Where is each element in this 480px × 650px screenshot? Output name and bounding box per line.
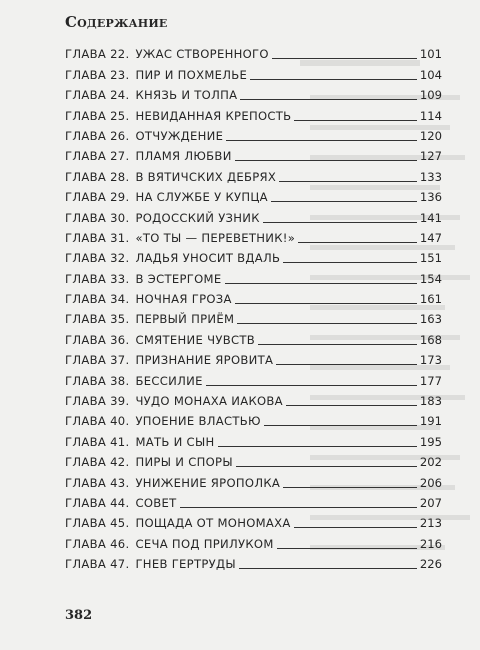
chapter-number: ГЛАВА 40. <box>65 414 130 429</box>
chapter-title: ПОЩАДА ОТ МОНОМАХА <box>135 516 291 531</box>
leader-line <box>277 548 417 549</box>
chapter-number: ГЛАВА 37. <box>65 353 130 368</box>
chapter-number: ГЛАВА 28. <box>65 169 130 184</box>
page-number: 206 <box>419 475 442 490</box>
chapter-title: ГНЕВ ГЕРТРУДЫ <box>135 557 236 572</box>
leader-line <box>236 466 417 467</box>
chapter-number: ГЛАВА 34. <box>65 292 130 307</box>
chapter-number: ГЛАВА 39. <box>65 394 130 409</box>
chapter-title: КНЯЗЬ И ТОЛПА <box>135 88 238 103</box>
leader-line <box>294 120 416 121</box>
page-number: 202 <box>419 455 442 470</box>
table-of-contents <box>65 42 442 572</box>
chapter-number: ГЛАВА 31. <box>65 230 130 245</box>
leader-line <box>239 568 417 569</box>
chapter-title: ОТЧУЖДЕНИЕ <box>135 128 224 143</box>
chapter-number: ГЛАВА 42. <box>65 455 130 470</box>
chapter-title: СЕЧА ПОД ПРИЛУКОМ <box>135 536 274 551</box>
page-number: 191 <box>419 414 442 429</box>
chapter-number: ГЛАВА 46. <box>65 536 130 551</box>
page-number: 195 <box>419 434 442 449</box>
chapter-title: НЕВИДАННАЯ КРЕПОСТЬ <box>135 108 292 123</box>
toc-entry <box>65 62 442 82</box>
toc-entry <box>65 491 442 511</box>
chapter-number: ГЛАВА 41. <box>65 434 130 449</box>
leader-line <box>235 160 417 161</box>
toc-entry <box>65 205 442 225</box>
chapter-number: ГЛАВА 45. <box>65 516 130 531</box>
chapter-title: ПРИЗНАНИЕ ЯРОВИТА <box>135 353 274 368</box>
chapter-number: ГЛАВА 24. <box>65 88 130 103</box>
chapter-number: ГЛАВА 22. <box>65 47 130 62</box>
page-number: 133 <box>419 169 442 184</box>
chapter-title: ПИРЫ И СПОРЫ <box>135 455 233 470</box>
leader-line <box>235 303 417 304</box>
leader-line <box>276 364 417 365</box>
page-number: 177 <box>419 373 442 388</box>
page-number: 154 <box>419 271 442 286</box>
toc-entry <box>65 103 442 123</box>
chapter-number: ГЛАВА 47. <box>65 557 130 572</box>
toc-entry <box>65 226 442 246</box>
toc-entry <box>65 450 442 470</box>
chapter-title: В ЭСТЕРГОМЕ <box>135 271 222 286</box>
page-number: 136 <box>419 190 442 205</box>
chapter-number: ГЛАВА 26. <box>65 128 130 143</box>
chapter-title: ЧУДО МОНАХА ИАКОВА <box>135 394 283 409</box>
chapter-title: СОВЕТ <box>135 495 177 510</box>
folio-page-number: 382 <box>65 608 93 623</box>
toc-entry <box>65 307 442 327</box>
leader-line <box>258 344 417 345</box>
leader-line <box>206 385 417 386</box>
leader-line <box>272 58 417 59</box>
leader-line <box>286 405 417 406</box>
page-number: 216 <box>419 536 442 551</box>
page-number: 109 <box>419 88 442 103</box>
chapter-title: ПЛАМЯ ЛЮБВИ <box>135 149 232 164</box>
chapter-title: УЖАС СТВОРЕННОГО <box>135 47 269 62</box>
toc-entry <box>65 287 442 307</box>
chapter-title: ЛАДЬЯ УНОСИТ ВДАЛЬ <box>135 251 281 266</box>
leader-line <box>263 222 417 223</box>
toc-entry <box>65 368 442 388</box>
page-number: 161 <box>419 292 442 307</box>
leader-line <box>218 446 417 447</box>
chapter-title: СМЯТЕНИЕ ЧУВСТВ <box>135 332 255 347</box>
page-number: 226 <box>419 557 442 572</box>
page-number: 151 <box>419 251 442 266</box>
chapter-title: УНИЖЕНИЕ ЯРОПОЛКА <box>135 475 281 490</box>
chapter-title: ПЕРВЫЙ ПРИЁМ <box>135 312 235 327</box>
leader-line <box>226 140 417 141</box>
page-number: 104 <box>419 67 442 82</box>
leader-line <box>283 487 417 488</box>
toc-entry <box>65 266 442 286</box>
chapter-number: ГЛАВА 23. <box>65 67 130 82</box>
chapter-number: ГЛАВА 32. <box>65 251 130 266</box>
leader-line <box>298 242 417 243</box>
chapter-title: ПИР И ПОХМЕЛЬЕ <box>135 67 248 82</box>
leader-line <box>240 99 417 100</box>
page-number: 114 <box>419 108 442 123</box>
toc-entry <box>65 164 442 184</box>
page-number: 141 <box>419 210 442 225</box>
chapter-number: ГЛАВА 30. <box>65 210 130 225</box>
toc-entry <box>65 429 442 449</box>
toc-entry <box>65 327 442 347</box>
chapter-number: ГЛАВА 36. <box>65 332 130 347</box>
page-title: Содержание <box>65 13 168 31</box>
toc-entry <box>65 185 442 205</box>
chapter-title: «ТО ТЫ — ПЕРЕВЕТНИК!» <box>135 230 296 245</box>
chapter-number: ГЛАВА 38. <box>65 373 130 388</box>
toc-entry <box>65 144 442 164</box>
chapter-title: МАТЬ И СЫН <box>135 434 215 449</box>
toc-entry <box>65 246 442 266</box>
leader-line <box>237 323 417 324</box>
page-number: 213 <box>419 516 442 531</box>
page-number: 147 <box>419 230 442 245</box>
page-number: 183 <box>419 394 442 409</box>
chapter-number: ГЛАВА 33. <box>65 271 130 286</box>
leader-line <box>294 527 417 528</box>
toc-entry <box>65 552 442 572</box>
leader-line <box>180 507 417 508</box>
toc-entry <box>65 470 442 490</box>
chapter-title: РОДОССКИЙ УЗНИК <box>135 210 260 225</box>
chapter-title: УПОЕНИЕ ВЛАСТЬЮ <box>135 414 261 429</box>
chapter-title: БЕССИЛИЕ <box>135 373 203 388</box>
toc-entry <box>65 389 442 409</box>
chapter-number: ГЛАВА 43. <box>65 475 130 490</box>
chapter-number: ГЛАВА 25. <box>65 108 130 123</box>
chapter-number: ГЛАВА 35. <box>65 312 130 327</box>
chapter-title: В ВЯТИЧСКИХ ДЕБРЯХ <box>135 169 277 184</box>
chapter-number: ГЛАВА 29. <box>65 190 130 205</box>
toc-entry <box>65 124 442 144</box>
leader-line <box>250 79 417 80</box>
page-number: 127 <box>419 149 442 164</box>
chapter-number: ГЛАВА 27. <box>65 149 130 164</box>
chapter-title: НА СЛУЖБЕ У КУПЦА <box>135 190 268 205</box>
toc-entry <box>65 42 442 62</box>
toc-entry <box>65 83 442 103</box>
page-number: 120 <box>419 128 442 143</box>
leader-line <box>283 262 417 263</box>
chapter-number: ГЛАВА 44. <box>65 495 130 510</box>
page-number: 168 <box>419 332 442 347</box>
toc-entry <box>65 348 442 368</box>
toc-entry <box>65 531 442 551</box>
leader-line <box>279 181 417 182</box>
toc-entry <box>65 409 442 429</box>
leader-line <box>225 283 417 284</box>
page-number: 173 <box>419 353 442 368</box>
leader-line <box>271 201 417 202</box>
leader-line <box>264 425 417 426</box>
chapter-title: НОЧНАЯ ГРОЗА <box>135 292 232 307</box>
page-number: 163 <box>419 312 442 327</box>
toc-entry <box>65 511 442 531</box>
page-number: 101 <box>419 47 442 62</box>
page-number: 207 <box>419 495 442 510</box>
